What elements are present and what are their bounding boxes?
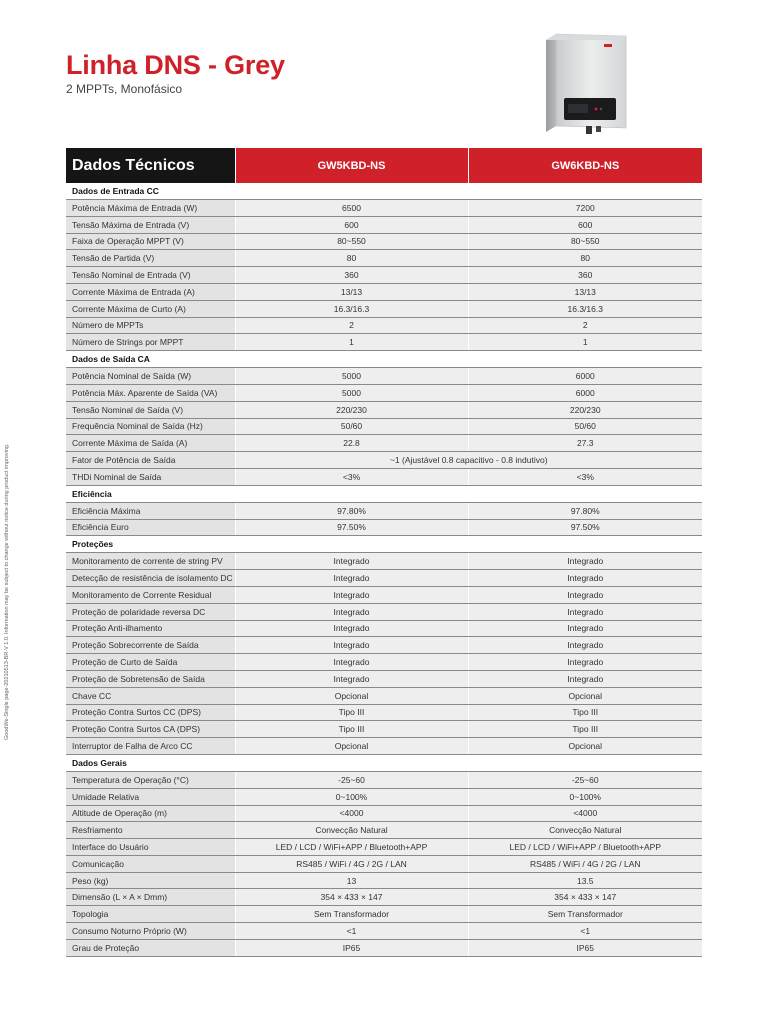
table-row xyxy=(66,468,702,485)
spec-value-merged: ~1 (Ajustável 0.8 capacitivo - 0.8 indutivo) xyxy=(235,452,702,469)
spec-value-model-1: Integrado xyxy=(235,670,468,687)
table-row xyxy=(66,570,702,587)
spec-value-model-2: 1 xyxy=(468,334,702,351)
spec-value-model-2: 13.5 xyxy=(468,872,702,889)
spec-value-model-2: RS485 / WiFi / 4G / 2G / LAN xyxy=(468,855,702,872)
spec-value-model-1: Sem Transformador xyxy=(235,906,468,923)
spec-value-model-1: 13/13 xyxy=(235,283,468,300)
spec-value-model-2: Tipo III xyxy=(468,721,702,738)
spec-value-model-1: 97.80% xyxy=(235,502,468,519)
spec-label: Detecção de resistência de isolamento DC xyxy=(66,570,235,587)
table-row xyxy=(66,267,702,284)
section-header-row xyxy=(66,754,702,771)
spec-value-model-2: Integrado xyxy=(468,620,702,637)
table-row xyxy=(66,368,702,385)
spec-value-model-1: Integrado xyxy=(235,570,468,587)
spec-label: Interface do Usuário xyxy=(66,839,235,856)
spec-label: Comunicação xyxy=(66,855,235,872)
table-row xyxy=(66,200,702,217)
spec-value-model-2: 2 xyxy=(468,317,702,334)
spec-value-model-2: 600 xyxy=(468,216,702,233)
spec-value-model-2: 220/230 xyxy=(468,401,702,418)
spec-label: Tensão Nominal de Entrada (V) xyxy=(66,267,235,284)
spec-value-model-1: Integrado xyxy=(235,654,468,671)
spec-label: Tensão Nominal de Saída (V) xyxy=(66,401,235,418)
side-disclaimer xyxy=(4,340,20,740)
table-row xyxy=(66,334,702,351)
table-row xyxy=(66,603,702,620)
spec-value-model-1: 97.50% xyxy=(235,519,468,536)
table-row xyxy=(66,435,702,452)
spec-label: Altitude de Operação (m) xyxy=(66,805,235,822)
table-row xyxy=(66,855,702,872)
spec-value-model-2: Opcional xyxy=(468,738,702,755)
spec-value-model-2: Integrado xyxy=(468,670,702,687)
table-row xyxy=(66,889,702,906)
table-row xyxy=(66,233,702,250)
spec-label: Corrente Máxima de Saída (A) xyxy=(66,435,235,452)
spec-value-model-1: 80 xyxy=(235,250,468,267)
page-title: Linha DNS - Grey xyxy=(66,50,285,80)
spec-label: Interruptor de Falha de Arco CC xyxy=(66,738,235,755)
spec-value-model-2: 7200 xyxy=(468,200,702,217)
section-header-row xyxy=(66,183,702,200)
spec-value-model-1: 5000 xyxy=(235,368,468,385)
spec-label: Proteção Sobrecorrente de Saída xyxy=(66,637,235,654)
spec-value-model-1: 50/60 xyxy=(235,418,468,435)
spec-label: Monitoramento de Corrente Residual xyxy=(66,586,235,603)
spec-value-model-1: RS485 / WiFi / 4G / 2G / LAN xyxy=(235,855,468,872)
inverter-illustration xyxy=(538,30,634,140)
spec-value-model-1: 354 × 433 × 147 xyxy=(235,889,468,906)
page-subtitle: 2 MPPTs, Monofásico xyxy=(66,82,183,96)
model-header-1: GW5KBD-NS xyxy=(235,148,468,183)
section-header-row xyxy=(66,485,702,502)
spec-label: Proteção Contra Surtos CA (DPS) xyxy=(66,721,235,738)
spec-value-model-1: 2 xyxy=(235,317,468,334)
table-row xyxy=(66,939,702,956)
spec-label: Grau de Proteção xyxy=(66,939,235,956)
technical-data-table xyxy=(66,148,702,957)
spec-value-model-2: Integrado xyxy=(468,586,702,603)
table-row xyxy=(66,872,702,889)
spec-label: Eficiência Euro xyxy=(66,519,235,536)
spec-label: Fator de Potência de Saída xyxy=(66,452,235,469)
spec-value-model-2: Integrado xyxy=(468,603,702,620)
spec-value-model-2: 16.3/16.3 xyxy=(468,300,702,317)
spec-label: Temperatura de Operação (°C) xyxy=(66,771,235,788)
spec-value-model-2: 360 xyxy=(468,267,702,284)
table-row xyxy=(66,637,702,654)
spec-label: Proteção Contra Surtos CC (DPS) xyxy=(66,704,235,721)
spec-value-model-1: Convecção Natural xyxy=(235,822,468,839)
spec-value-model-1: Integrado xyxy=(235,620,468,637)
section-title: Dados de Saída CA xyxy=(66,351,702,368)
spec-label: Faixa de Operação MPPT (V) xyxy=(66,233,235,250)
spec-label: Proteção de polaridade reversa DC xyxy=(66,603,235,620)
spec-label: Proteção Anti-ilhamento xyxy=(66,620,235,637)
table-heading: Dados Técnicos xyxy=(66,148,235,183)
spec-label: Dimensão (L × A × Dmm) xyxy=(66,889,235,906)
spec-label: Corrente Máxima de Curto (A) xyxy=(66,300,235,317)
spec-label: Eficiência Máxima xyxy=(66,502,235,519)
table-row xyxy=(66,502,702,519)
table-header-row xyxy=(66,148,702,183)
spec-label: Topologia xyxy=(66,906,235,923)
spec-value-model-1: Tipo III xyxy=(235,704,468,721)
spec-value-model-2: 80~550 xyxy=(468,233,702,250)
spec-value-model-2: 354 × 433 × 147 xyxy=(468,889,702,906)
spec-value-model-1: IP65 xyxy=(235,939,468,956)
spec-label: Potência Máx. Aparente de Saída (VA) xyxy=(66,384,235,401)
section-header-row xyxy=(66,536,702,553)
spec-value-model-2: 97.50% xyxy=(468,519,702,536)
table-row xyxy=(66,654,702,671)
spec-value-model-1: Integrado xyxy=(235,553,468,570)
spec-value-model-2: Convecção Natural xyxy=(468,822,702,839)
table-row xyxy=(66,283,702,300)
spec-label: Corrente Máxima de Entrada (A) xyxy=(66,283,235,300)
spec-value-model-2: 6000 xyxy=(468,384,702,401)
table-row xyxy=(66,586,702,603)
table-row xyxy=(66,822,702,839)
spec-value-model-1: 6500 xyxy=(235,200,468,217)
spec-value-model-2: Integrado xyxy=(468,570,702,587)
spec-value-model-2: 0~100% xyxy=(468,788,702,805)
spec-value-model-2: Integrado xyxy=(468,637,702,654)
spec-value-model-1: 16.3/16.3 xyxy=(235,300,468,317)
spec-value-model-2: 50/60 xyxy=(468,418,702,435)
table-row xyxy=(66,384,702,401)
table-row xyxy=(66,300,702,317)
spec-value-model-1: <1 xyxy=(235,923,468,940)
table-row xyxy=(66,906,702,923)
table-row xyxy=(66,771,702,788)
table-row xyxy=(66,687,702,704)
spec-label: Proteção de Curto de Saída xyxy=(66,654,235,671)
spec-value-model-2: <4000 xyxy=(468,805,702,822)
spec-value-model-2: Opcional xyxy=(468,687,702,704)
section-title: Dados Gerais xyxy=(66,754,702,771)
spec-value-model-1: LED / LCD / WiFi+APP / Bluetooth+APP xyxy=(235,839,468,856)
section-header-row xyxy=(66,351,702,368)
spec-label: Consumo Noturno Próprio (W) xyxy=(66,923,235,940)
spec-value-model-2: 27.3 xyxy=(468,435,702,452)
spec-value-model-2: <1 xyxy=(468,923,702,940)
spec-value-model-2: <3% xyxy=(468,468,702,485)
spec-value-model-1: -25~60 xyxy=(235,771,468,788)
spec-value-model-1: <4000 xyxy=(235,805,468,822)
spec-value-model-1: Tipo III xyxy=(235,721,468,738)
spec-value-model-1: 5000 xyxy=(235,384,468,401)
spec-value-model-2: LED / LCD / WiFi+APP / Bluetooth+APP xyxy=(468,839,702,856)
side-disclaimer-text: GoodWe-Single page-20210513-BR-V 1.0. Information may be subject to change without notice during product improving. xyxy=(4,443,10,740)
spec-value-model-1: 220/230 xyxy=(235,401,468,418)
spec-value-model-2: Tipo III xyxy=(468,704,702,721)
spec-label: Potência Máxima de Entrada (W) xyxy=(66,200,235,217)
spec-value-model-1: Opcional xyxy=(235,738,468,755)
spec-value-model-2: 6000 xyxy=(468,368,702,385)
table-row xyxy=(66,839,702,856)
table-row xyxy=(66,401,702,418)
table-row xyxy=(66,805,702,822)
spec-value-model-2: 13/13 xyxy=(468,283,702,300)
spec-value-model-1: 13 xyxy=(235,872,468,889)
table-row xyxy=(66,519,702,536)
spec-label: Chave CC xyxy=(66,687,235,704)
spec-value-model-2: IP65 xyxy=(468,939,702,956)
spec-label: THDi Nominal de Saída xyxy=(66,468,235,485)
spec-value-model-2: Integrado xyxy=(468,553,702,570)
inverter-product-image xyxy=(538,30,634,140)
spec-label: Número de Strings por MPPT xyxy=(66,334,235,351)
spec-value-model-1: Integrado xyxy=(235,603,468,620)
spec-label: Tensão de Partida (V) xyxy=(66,250,235,267)
spec-value-model-1: <3% xyxy=(235,468,468,485)
spec-value-model-1: 360 xyxy=(235,267,468,284)
table-row xyxy=(66,216,702,233)
spec-label: Número de MPPTs xyxy=(66,317,235,334)
table-row xyxy=(66,738,702,755)
table-row xyxy=(66,721,702,738)
spec-value-model-1: Integrado xyxy=(235,637,468,654)
table-row xyxy=(66,704,702,721)
spec-label: Potência Nominal de Saída (W) xyxy=(66,368,235,385)
table-row xyxy=(66,553,702,570)
spec-label: Proteção de Sobretensão de Saída xyxy=(66,670,235,687)
section-title: Dados de Entrada CC xyxy=(66,183,702,200)
spec-label: Frequência Nominal de Saída (Hz) xyxy=(66,418,235,435)
spec-label: Tensão Máxima de Entrada (V) xyxy=(66,216,235,233)
spec-label: Umidade Relativa xyxy=(66,788,235,805)
spec-value-model-2: 97.80% xyxy=(468,502,702,519)
table-row xyxy=(66,620,702,637)
spec-value-model-1: Opcional xyxy=(235,687,468,704)
model-header-2: GW6KBD-NS xyxy=(468,148,702,183)
spec-value-model-1: 22.8 xyxy=(235,435,468,452)
spec-label: Monitoramento de corrente de string PV xyxy=(66,553,235,570)
spec-value-model-2: -25~60 xyxy=(468,771,702,788)
table-row xyxy=(66,670,702,687)
spec-value-model-1: 1 xyxy=(235,334,468,351)
table-row xyxy=(66,317,702,334)
table-row xyxy=(66,418,702,435)
spec-label: Resfriamento xyxy=(66,822,235,839)
section-title: Eficiência xyxy=(66,485,702,502)
section-title: Proteções xyxy=(66,536,702,553)
spec-value-model-1: 600 xyxy=(235,216,468,233)
table-row xyxy=(66,452,702,469)
spec-value-model-2: Sem Transformador xyxy=(468,906,702,923)
spec-value-model-1: 80~550 xyxy=(235,233,468,250)
spec-value-model-2: 80 xyxy=(468,250,702,267)
spec-value-model-2: Integrado xyxy=(468,654,702,671)
spec-value-model-1: 0~100% xyxy=(235,788,468,805)
table-row xyxy=(66,923,702,940)
table-row xyxy=(66,788,702,805)
table-row xyxy=(66,250,702,267)
spec-value-model-1: Integrado xyxy=(235,586,468,603)
spec-label: Peso (kg) xyxy=(66,872,235,889)
